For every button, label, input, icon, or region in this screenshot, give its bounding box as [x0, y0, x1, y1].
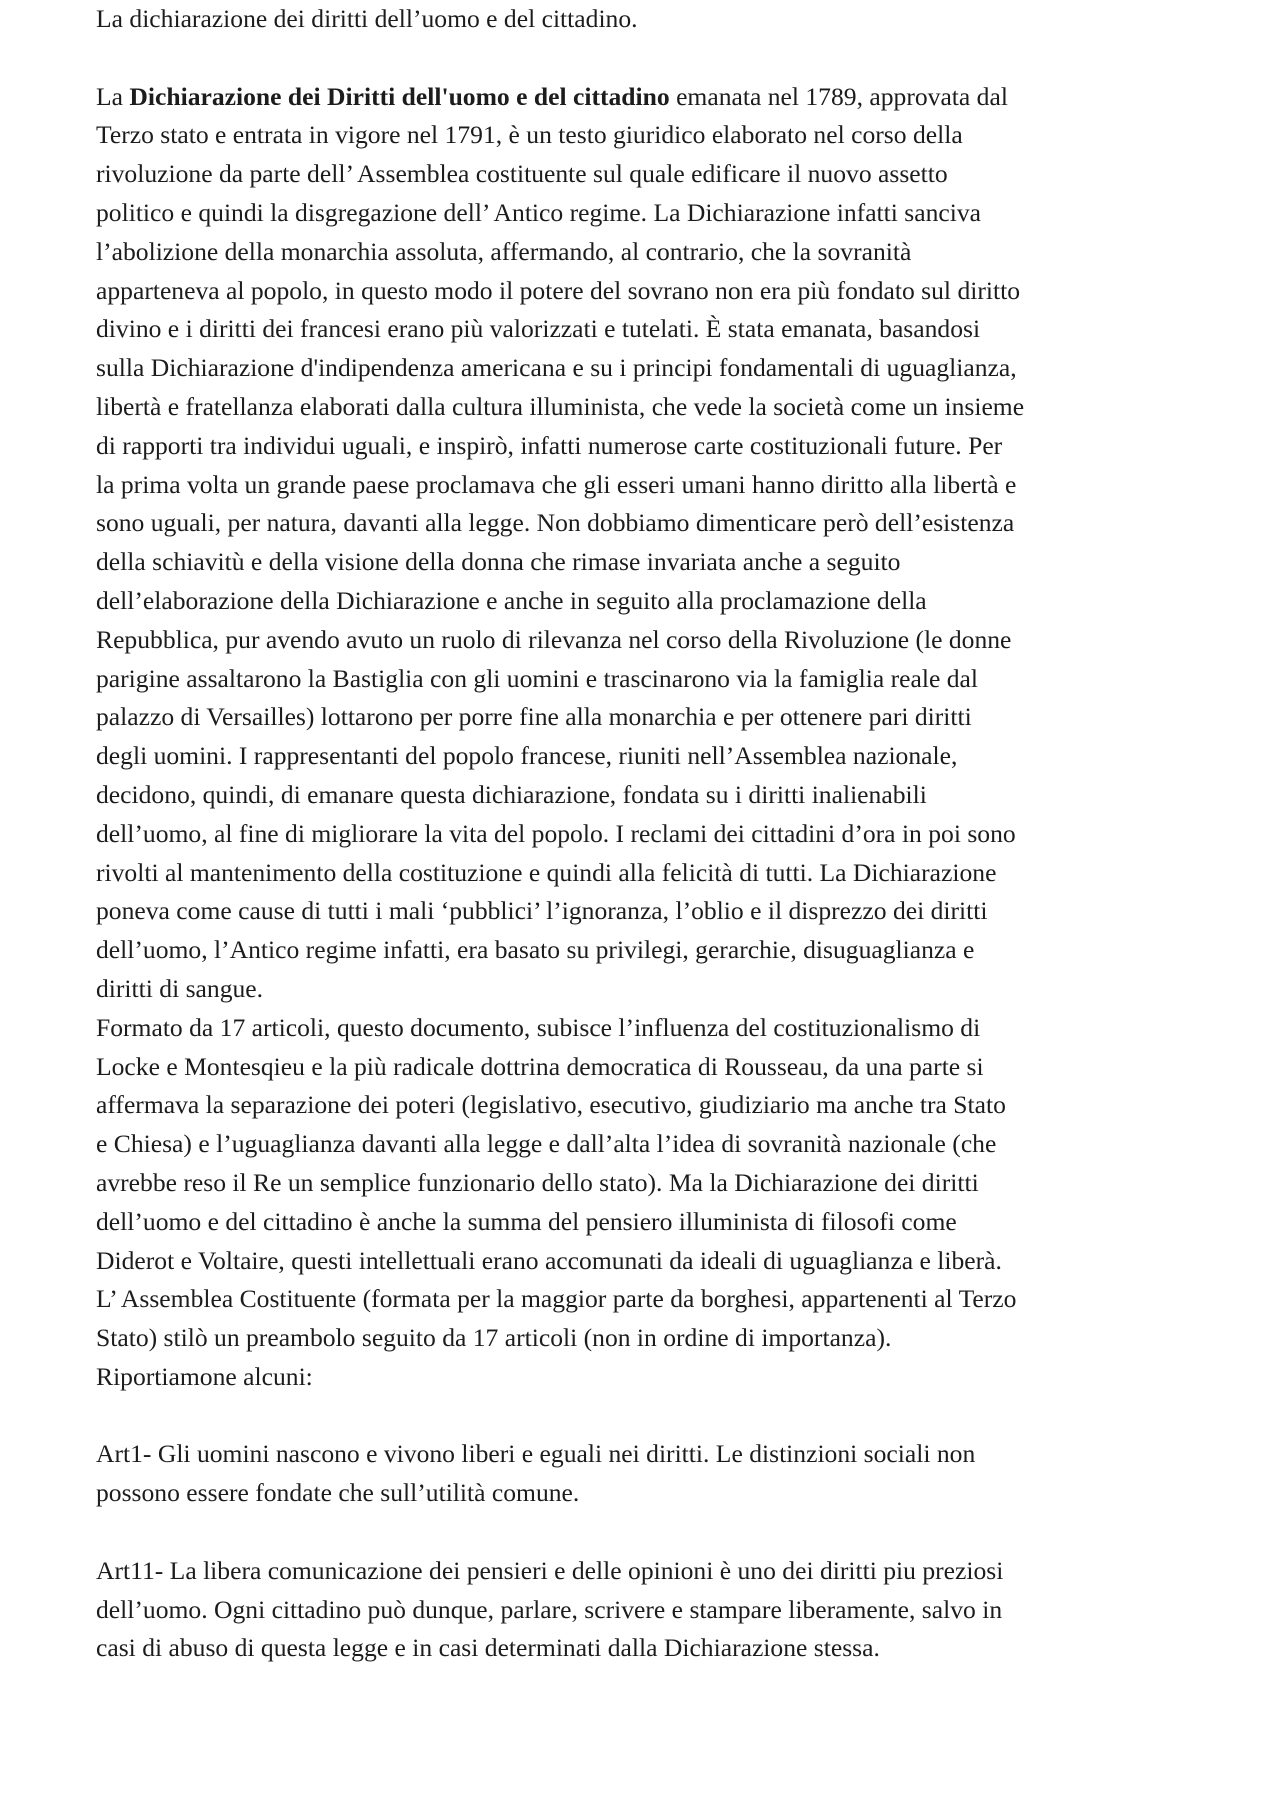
blank-line — [96, 39, 1206, 78]
body-text-line: l’abolizione della monarchia assoluta, affermando, al contrario, che la sovranità — [96, 236, 912, 266]
article-line: Art11- La libera comunicazione dei pensieri e delle opinioni è uno dei diritti piu preziosi — [96, 1555, 1004, 1585]
blank-line — [96, 1397, 1206, 1436]
body-text-line: divino e i diritti dei francesi erano più valorizzati e tutelati. È stata emanata, basandosi — [96, 314, 981, 344]
document-page — [96, 0, 1206, 1668]
body-text-line: rivoluzione da parte dell’ Assemblea costituente sul quale edificare il nuovo assetto — [96, 159, 948, 189]
body-text-line: parigine assaltarono la Bastiglia con gli uomini e trascinarono via la famiglia reale dal — [96, 663, 978, 693]
intro-lead: La — [96, 81, 130, 111]
body-text-line: Repubblica, pur avendo avuto un ruolo di rilevanza nel corso della Rivoluzione (le donne — [96, 624, 1012, 654]
body-text-line: avrebbe reso il Re un semplice funzionario dello stato). Ma la Dichiarazione dei diritti — [96, 1167, 979, 1197]
body-text-line: apparteneva al popolo, in questo modo il potere del sovrano non era più fondato sul diritto — [96, 275, 1020, 305]
article-line: possono essere fondate che sull’utilità comune. — [96, 1478, 580, 1508]
article-line: casi di abuso di questa legge e in casi determinati dalla Dichiarazione stessa. — [96, 1633, 880, 1663]
body-text-line: dell’uomo e del cittadino è anche la summa del pensiero illuminista di filosofi come — [96, 1206, 957, 1236]
body-text-line: L’ Assemblea Costituente (formata per la maggior parte da borghesi, appartenenti al Terzo — [96, 1284, 1017, 1314]
body-text-line: Terzo stato e entrata in vigore nel 1791, è un testo giuridico elaborato nel corso della — [96, 120, 963, 150]
document-title: La dichiarazione dei diritti dell’uomo e del cittadino. — [96, 4, 638, 33]
intro-line-1-rest: emanata nel 1789, approvata dal — [669, 81, 1008, 111]
body-text-line: sulla Dichiarazione d'indipendenza americana e su i principi fondamentali di uguaglianza, — [96, 353, 1017, 383]
article-line: dell’uomo. Ogni cittadino può dunque, parlare, scrivere e stampare liberamente, salvo in — [96, 1594, 1003, 1624]
article-11 — [96, 1552, 1206, 1668]
body-text-line: Diderot e Voltaire, questi intellettuali erano accomunati da ideali di uguaglianza e liberà. — [96, 1245, 1002, 1275]
article-line: Art1- Gli uomini nascono e vivono liberi e eguali nei diritti. Le distinzioni sociali non — [96, 1439, 976, 1469]
body-text-line: politico e quindi la disgregazione dell’ Antico regime. La Dichiarazione infatti sanciva — [96, 197, 982, 227]
body-text-line: decidono, quindi, di emanare questa dichiarazione, fondata su i diritti inalienabili — [96, 779, 927, 809]
body-text-line: Locke e Montesqieu e la più radicale dottrina democratica di Rousseau, da una parte si — [96, 1051, 984, 1081]
body-text-line: di rapporti tra individui uguali, e inspirò, infatti numerose carte costituzionali future. Per — [96, 430, 1003, 460]
body-text-line: diritti di sangue. — [96, 973, 264, 1003]
body-text-line: dell’uomo, al fine di migliorare la vita del popolo. I reclami dei cittadini d’ora in poi sono — [96, 818, 1016, 848]
body-text-line: e Chiesa) e l’uguaglianza davanti alla legge e dall’alta l’idea di sovranità nazionale (che — [96, 1129, 997, 1159]
body-text-line: degli uomini. I rappresentanti del popolo francese, riuniti nell’Assemblea nazionale, — [96, 741, 958, 771]
body-text-line: dell’uomo, l’Antico regime infatti, era basato su privilegi, gerarchie, disuguaglianza e — [96, 935, 975, 965]
body-text-line: la prima volta un grande paese proclamava che gli esseri umani hanno diritto alla libertà e — [96, 469, 1017, 499]
article-1 — [96, 1435, 1206, 1513]
intro-paragraph — [96, 78, 1206, 1397]
body-text-line: Riportiamone alcuni: — [96, 1361, 313, 1391]
body-text-line: della schiavitù e della visione della donna che rimase invariata anche a seguito — [96, 547, 901, 577]
declaration-bold-title: Dichiarazione dei Diritti dell'uomo e del cittadino — [129, 81, 670, 111]
body-text-line: dell’elaborazione della Dichiarazione e anche in seguito alla proclamazione della — [96, 585, 927, 615]
body-text-line: poneva come cause di tutti i mali ‘pubblici’ l’ignoranza, l’oblio e il disprezzo dei diritti — [96, 896, 988, 926]
body-text-line: rivolti al mantenimento della costituzione e quindi alla felicità di tutti. La Dichiarazione — [96, 857, 997, 887]
intro-line-1 — [96, 78, 1206, 117]
body-text-line: Formato da 17 articoli, questo documento, subisce l’influenza del costituzionalismo di — [96, 1012, 981, 1042]
body-text-line: libertà e fratellanza elaborati dalla cultura illuminista, che vede la società come un insieme — [96, 391, 1025, 421]
blank-line — [96, 1513, 1206, 1552]
body-text-line: sono uguali, per natura, davanti alla legge. Non dobbiamo dimenticare però dell’esistenza — [96, 508, 1015, 538]
body-text-line: affermava la separazione dei poteri (legislativo, esecutivo, giudiziario ma anche tra Stato — [96, 1090, 1006, 1120]
body-text-line: palazzo di Versailles) lottarono per porre fine alla monarchia e per ottenere pari diritti — [96, 702, 972, 732]
body-text-line: Stato) stilò un preambolo seguito da 17 articoli (non in ordine di importanza). — [96, 1323, 892, 1353]
